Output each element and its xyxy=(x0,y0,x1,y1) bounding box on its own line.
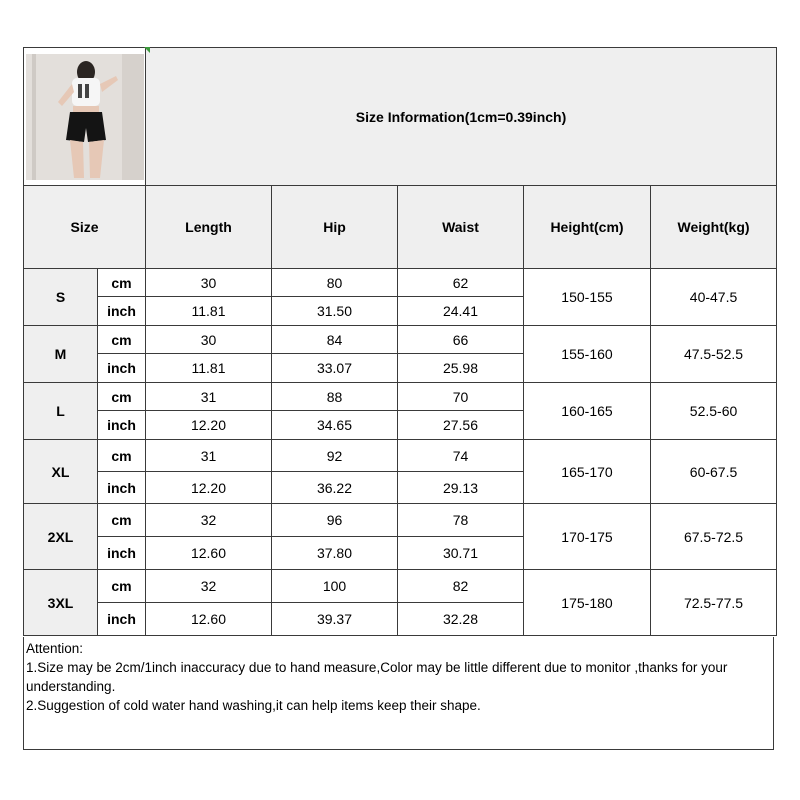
unit-label: inch xyxy=(98,472,146,504)
unit-label: cm xyxy=(98,326,146,354)
length-value: 12.20 xyxy=(146,411,272,440)
unit-label: cm xyxy=(98,440,146,472)
weight-range: 72.5-77.5 xyxy=(651,570,777,636)
waist-value: 62 xyxy=(398,269,524,297)
waist-value: 74 xyxy=(398,440,524,472)
size-label: M xyxy=(24,326,98,383)
height-column-header: Height(cm) xyxy=(524,186,651,269)
length-value: 30 xyxy=(146,326,272,354)
corner-mark-icon xyxy=(144,47,150,53)
hip-value: 84 xyxy=(272,326,398,354)
size-label: L xyxy=(24,383,98,440)
hip-value: 31.50 xyxy=(272,297,398,326)
size-label: XL xyxy=(24,440,98,504)
unit-label: inch xyxy=(98,603,146,636)
attention-notes xyxy=(23,637,774,750)
waist-value: 30.71 xyxy=(398,537,524,570)
waist-value: 27.56 xyxy=(398,411,524,440)
length-value: 11.81 xyxy=(146,354,272,383)
length-value: 31 xyxy=(146,383,272,411)
length-value: 30 xyxy=(146,269,272,297)
notes-line-1: 1.Size may be 2cm/1inch inaccuracy due to hand measure,Color may be little different due to monitor ,thanks for your understanding. xyxy=(26,660,728,694)
unit-label: inch xyxy=(98,297,146,326)
notes-heading: Attention: xyxy=(26,641,84,656)
table-row xyxy=(24,570,777,603)
unit-label: cm xyxy=(98,504,146,537)
hip-value: 34.65 xyxy=(272,411,398,440)
table-row xyxy=(24,269,777,297)
size-table xyxy=(23,47,777,636)
hip-value: 88 xyxy=(272,383,398,411)
unit-label: inch xyxy=(98,354,146,383)
weight-range: 67.5-72.5 xyxy=(651,504,777,570)
waist-value: 29.13 xyxy=(398,472,524,504)
weight-range: 40-47.5 xyxy=(651,269,777,326)
hip-value: 100 xyxy=(272,570,398,603)
notes-line-2: 2.Suggestion of cold water hand washing,it can help items keep their shape. xyxy=(26,698,481,713)
table-row xyxy=(24,440,777,472)
hip-value: 39.37 xyxy=(272,603,398,636)
height-range: 170-175 xyxy=(524,504,651,570)
height-range: 155-160 xyxy=(524,326,651,383)
unit-label: cm xyxy=(98,570,146,603)
waist-value: 66 xyxy=(398,326,524,354)
length-value: 31 xyxy=(146,440,272,472)
waist-value: 24.41 xyxy=(398,297,524,326)
hip-value: 36.22 xyxy=(272,472,398,504)
table-row xyxy=(24,504,777,537)
length-value: 12.20 xyxy=(146,472,272,504)
product-photo xyxy=(26,54,144,180)
hip-value: 92 xyxy=(272,440,398,472)
size-label: 3XL xyxy=(24,570,98,636)
size-label: S xyxy=(24,269,98,326)
size-info-title: Size Information(1cm=0.39inch) xyxy=(146,48,777,186)
waist-value: 70 xyxy=(398,383,524,411)
hip-column-header: Hip xyxy=(272,186,398,269)
waist-value: 78 xyxy=(398,504,524,537)
height-range: 175-180 xyxy=(524,570,651,636)
size-chart xyxy=(23,47,776,752)
length-value: 11.81 xyxy=(146,297,272,326)
unit-label: cm xyxy=(98,383,146,411)
weight-range: 52.5-60 xyxy=(651,383,777,440)
hip-value: 80 xyxy=(272,269,398,297)
weight-range: 60-67.5 xyxy=(651,440,777,504)
waist-value: 82 xyxy=(398,570,524,603)
size-column-header: Size xyxy=(24,186,146,269)
length-value: 32 xyxy=(146,504,272,537)
height-range: 160-165 xyxy=(524,383,651,440)
product-photo-cell xyxy=(24,48,146,186)
length-column-header: Length xyxy=(146,186,272,269)
weight-column-header: Weight(kg) xyxy=(651,186,777,269)
table-row xyxy=(24,383,777,411)
hip-value: 33.07 xyxy=(272,354,398,383)
length-value: 32 xyxy=(146,570,272,603)
unit-label: inch xyxy=(98,537,146,570)
hip-value: 37.80 xyxy=(272,537,398,570)
length-value: 12.60 xyxy=(146,603,272,636)
unit-label: cm xyxy=(98,269,146,297)
size-label: 2XL xyxy=(24,504,98,570)
weight-range: 47.5-52.5 xyxy=(651,326,777,383)
waist-value: 25.98 xyxy=(398,354,524,383)
hip-value: 96 xyxy=(272,504,398,537)
height-range: 165-170 xyxy=(524,440,651,504)
waist-value: 32.28 xyxy=(398,603,524,636)
waist-column-header: Waist xyxy=(398,186,524,269)
height-range: 150-155 xyxy=(524,269,651,326)
table-row xyxy=(24,326,777,354)
length-value: 12.60 xyxy=(146,537,272,570)
unit-label: inch xyxy=(98,411,146,440)
